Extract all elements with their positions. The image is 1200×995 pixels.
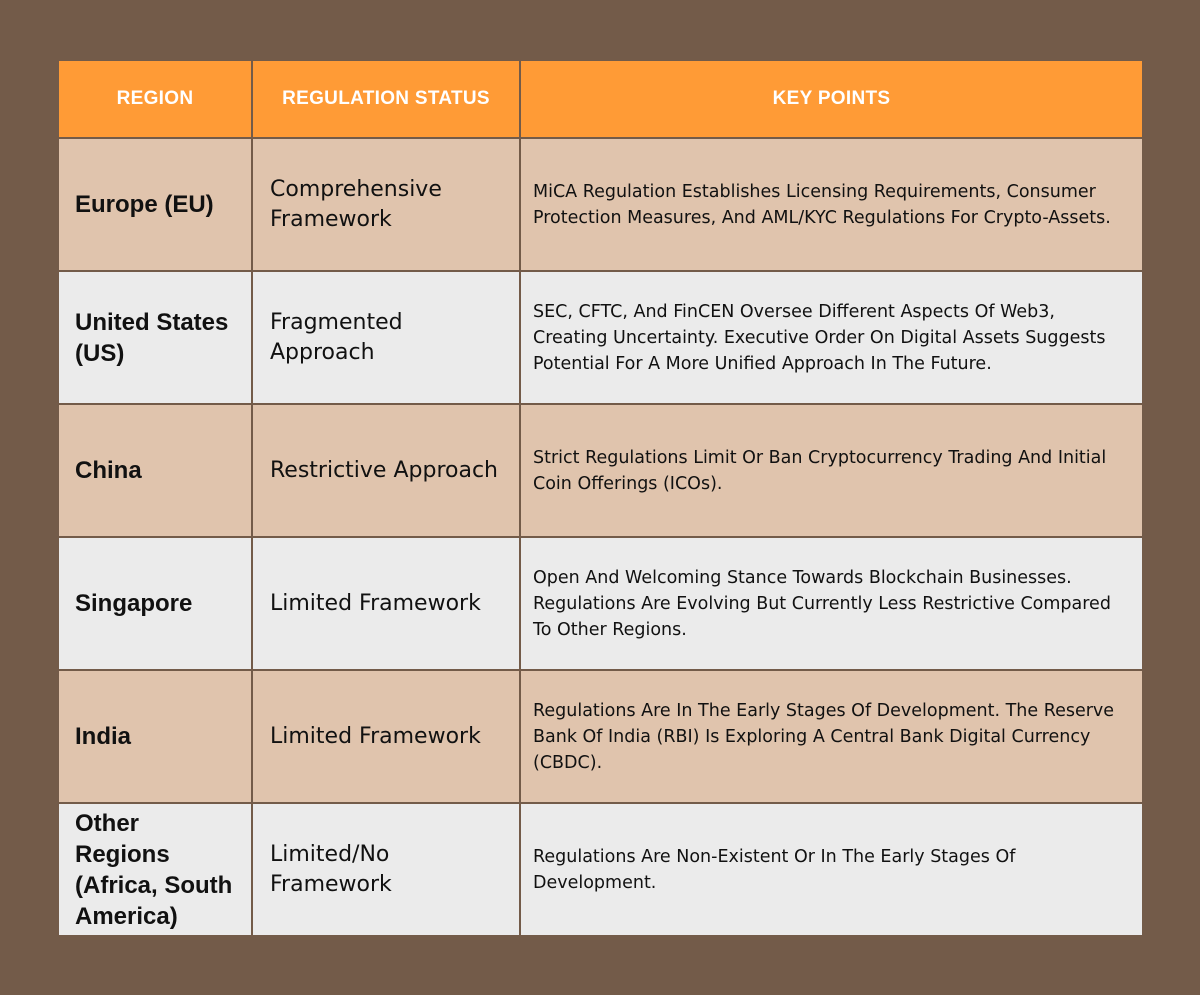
table-row	[58, 670, 1143, 803]
status-cell: Fragmented Approach	[252, 271, 520, 404]
status-cell: Limited Framework	[252, 537, 520, 670]
key-points-cell: Open And Welcoming Stance Towards Blockchain Businesses. Regulations Are Evolving But Currently Less Restrictive Compared To Other Regions.	[520, 537, 1143, 670]
region-cell: Singapore	[58, 537, 252, 670]
table-body	[58, 138, 1143, 936]
region-cell: Other Regions (Africa, South America)	[58, 803, 252, 936]
region-cell: China	[58, 404, 252, 537]
table-row	[58, 537, 1143, 670]
table-row	[58, 138, 1143, 271]
region-cell: India	[58, 670, 252, 803]
regulation-table-container	[57, 59, 1142, 937]
header-key-points: KEY POINTS	[520, 60, 1143, 138]
key-points-cell: SEC, CFTC, And FinCEN Oversee Different Aspects Of Web3, Creating Uncertainty. Executive Order On Digital Assets Suggests Potential For A More Unified Approach In The Future.	[520, 271, 1143, 404]
table-row	[58, 271, 1143, 404]
table-header	[58, 60, 1143, 138]
table-row	[58, 803, 1143, 936]
region-cell: Europe (EU)	[58, 138, 252, 271]
status-cell: Limited/No Framework	[252, 803, 520, 936]
status-cell: Restrictive Approach	[252, 404, 520, 537]
key-points-cell: Regulations Are Non-Existent Or In The Early Stages Of Development.	[520, 803, 1143, 936]
header-regulation-status: REGULATION STATUS	[252, 60, 520, 138]
regulation-table	[57, 59, 1144, 937]
header-region: REGION	[58, 60, 252, 138]
key-points-cell: MiCA Regulation Establishes Licensing Requirements, Consumer Protection Measures, And AML/KYC Regulations For Crypto-Assets.	[520, 138, 1143, 271]
key-points-cell: Regulations Are In The Early Stages Of Development. The Reserve Bank Of India (RBI) Is Exploring A Central Bank Digital Currency (CBDC).	[520, 670, 1143, 803]
key-points-cell: Strict Regulations Limit Or Ban Cryptocurrency Trading And Initial Coin Offerings (ICOs).	[520, 404, 1143, 537]
header-row	[58, 60, 1143, 138]
status-cell: Comprehensive Framework	[252, 138, 520, 271]
status-cell: Limited Framework	[252, 670, 520, 803]
region-cell: United States (US)	[58, 271, 252, 404]
table-row	[58, 404, 1143, 537]
